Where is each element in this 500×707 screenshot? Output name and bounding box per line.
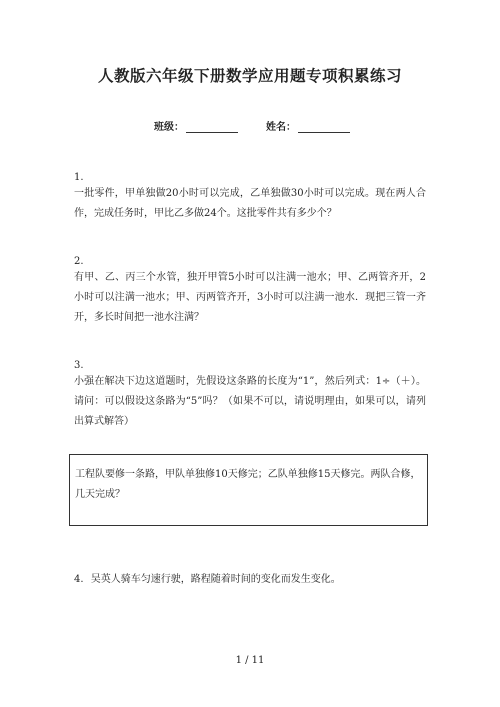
- name-field: [266, 118, 350, 133]
- question-3-text: 小强在解决下边这道题时，先假设这条路的长度为“1”，然后列式：1÷（＋）。请问：可以假设这条路为“5”吗？（如果不可以，请说明理由，如果可以，请列出算式解答）: [74, 376, 426, 427]
- student-info-row: [0, 118, 500, 134]
- name-label: 姓名：: [266, 122, 296, 133]
- class-field: [154, 118, 238, 133]
- question-3-box-text: 工程队要修一条路，甲队单独修10天修完；乙队单独修15天修完。两队合修，几天完成？: [75, 469, 421, 500]
- question-4: [74, 570, 341, 585]
- question-1-number: 1.: [74, 172, 84, 183]
- question-4-number: 4.: [74, 574, 84, 585]
- page-title: 人教版六年级下册数学应用题专项积累练习: [97, 66, 402, 85]
- page-number: 1 / 11: [235, 655, 265, 666]
- question-2-text: 有甲、乙、丙三个水管，独开甲管5小时可以注满一池水；甲、乙两管齐开，2小时可以注满一池水；甲、丙两管齐开，3小时可以注满一池水．现把三管一齐开，多长时间把一池水注满？: [74, 272, 426, 323]
- question-3-problem-box: [69, 454, 428, 526]
- class-label: 班级：: [154, 122, 184, 133]
- question-4-text: 吴英人骑车匀速行驶，路程随着时间的变化而发生变化。: [90, 574, 341, 585]
- question-2-number: 2.: [74, 256, 84, 267]
- question-3-number: 3.: [74, 360, 84, 371]
- question-1-text: 一批零件，甲单独做20小时可以完成，乙单独做30小时可以完成。现在两人合作，完成任务时，甲比乙多做24个。这批零件共有多少个？: [74, 188, 426, 219]
- class-blank-line: [186, 122, 238, 133]
- name-blank-line: [298, 122, 350, 133]
